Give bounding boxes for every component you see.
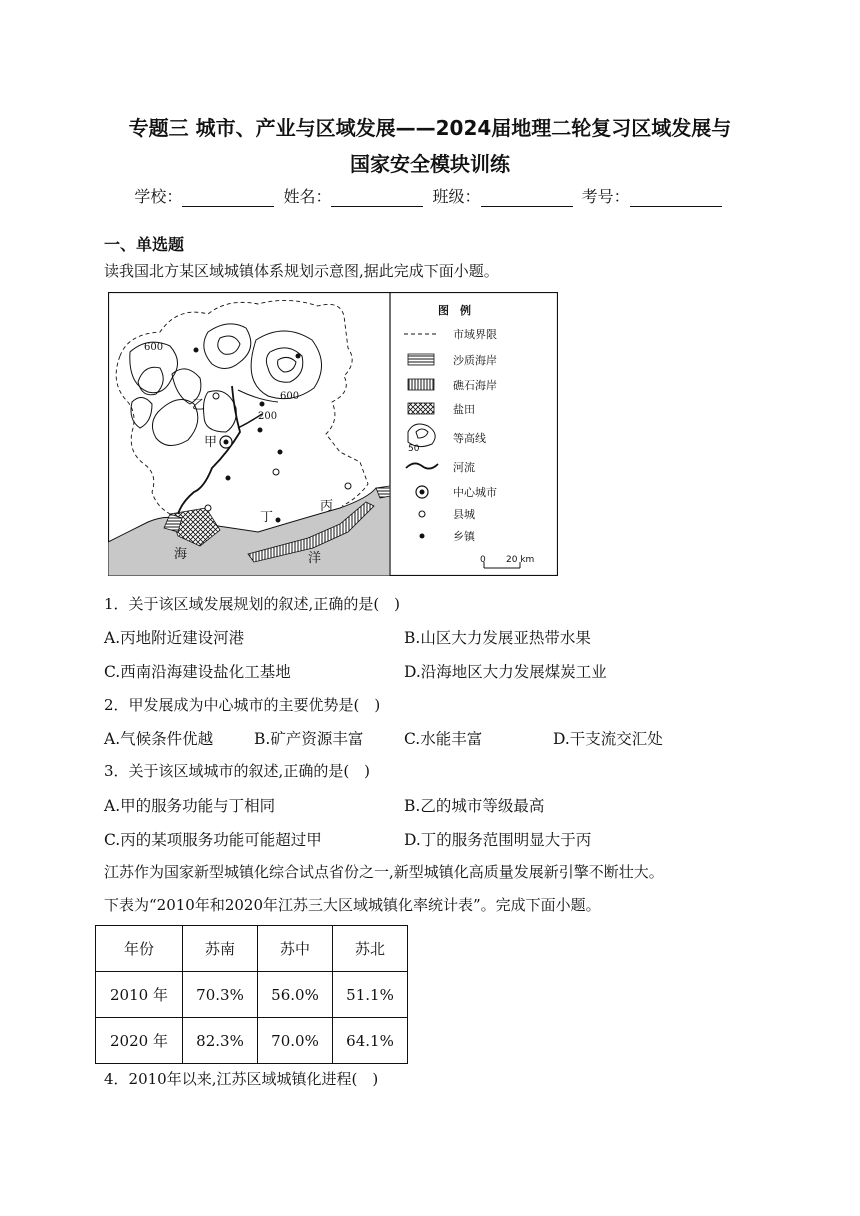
school-blank[interactable] (182, 190, 274, 207)
q3-option-a[interactable]: A.甲的服务功能与丁相同 (104, 797, 276, 815)
contour-label-600-east: 600 (280, 391, 300, 402)
table-cell: 64.1% (333, 1018, 408, 1064)
sea-label-2: 洋 (308, 551, 322, 566)
legend-contour: 等高线 (453, 432, 486, 445)
place-label-yi: 乙 (192, 398, 206, 413)
table-cell: 2020 年 (96, 1018, 183, 1064)
urbanization-rate-table (95, 925, 408, 1064)
student-info-row (0, 184, 860, 207)
contour-label-600-west: 600 (144, 342, 164, 353)
q2-option-c[interactable]: C.水能丰富 (404, 730, 483, 748)
q2-option-d[interactable]: D.干支流交汇处 (553, 730, 663, 748)
exam-number-label: 考号： (581, 187, 630, 206)
title-line-1: 专题三 城市、产业与区域发展——2024届地理二轮复习区域发展与 (128, 116, 732, 140)
question-2-stem: 2．甲发展成为中心城市的主要优势是( ) (104, 696, 381, 714)
table-cell: 2010 年 (96, 972, 183, 1018)
title-line-2: 国家安全模块训练 (350, 152, 510, 176)
name-label: 姓名： (283, 187, 332, 206)
intro-text-1: 读我国北方某区域城镇体系规划示意图,据此完成下面小题。 (104, 262, 499, 280)
legend-title: 图 例 (438, 304, 471, 317)
table-header-suzhong: 苏中 (258, 926, 333, 972)
q2-option-b[interactable]: B.矿产资源丰富 (254, 730, 364, 748)
class-blank[interactable] (481, 190, 573, 207)
legend-county-town: 县城 (453, 508, 475, 521)
q1-option-c[interactable]: C.西南沿海建设盐化工基地 (104, 663, 291, 681)
table-header-subei: 苏北 (333, 926, 408, 972)
question-4-stem: 4．2010年以来,江苏区域城镇化进程( ) (104, 1070, 379, 1088)
scale-zero: 0 (480, 555, 486, 565)
urban-system-map (108, 292, 558, 576)
table-cell: 70.3% (183, 972, 258, 1018)
table-cell: 70.0% (258, 1018, 333, 1064)
q1-option-d[interactable]: D.沿海地区大力发展煤炭工业 (404, 663, 607, 681)
place-label-bing: 丙 (320, 499, 334, 514)
q3-option-d[interactable]: D.丁的服务范围明显大于丙 (404, 831, 592, 849)
q1-option-b[interactable]: B.山区大力发展亚热带水果 (404, 629, 591, 647)
legend-river: 河流 (453, 461, 475, 474)
school-label: 学校： (134, 187, 183, 206)
place-label-jia: 甲 (204, 435, 218, 450)
table-header-year: 年份 (96, 926, 183, 972)
table-header-sunan: 苏南 (183, 926, 258, 972)
q2-option-a[interactable]: A.气候条件优越 (104, 730, 214, 748)
contour-label-200: 200 (258, 411, 278, 422)
scale-distance: 20 km (506, 555, 535, 565)
q1-option-a[interactable]: A.丙地附近建设河港 (104, 629, 245, 647)
q3-option-b[interactable]: B.乙的城市等级最高 (404, 797, 545, 815)
intro-text-2-line-2: 下表为“2010年和2020年江苏三大区域城镇化率统计表”。完成下面小题。 (104, 896, 601, 914)
name-blank[interactable] (331, 190, 423, 207)
section-heading: 一、单选题 (104, 235, 185, 254)
legend-township: 乡镇 (453, 530, 475, 543)
table-cell: 56.0% (258, 972, 333, 1018)
q3-option-c[interactable]: C.丙的某项服务功能可能超过甲 (104, 831, 322, 849)
question-1-stem: 1．关于该区域发展规划的叙述,正确的是( ) (104, 595, 401, 613)
legend-rocky-coast: 礁石海岸 (453, 379, 497, 392)
intro-text-2-line-1: 江苏作为国家新型城镇化综合试点省份之一,新型城镇化高质量发展新引擎不断壮大。 (104, 863, 664, 881)
sea-label-1: 海 (174, 547, 188, 562)
exam-number-blank[interactable] (630, 190, 722, 207)
table-cell: 51.1% (333, 972, 408, 1018)
question-3-stem: 3．关于该区域城市的叙述,正确的是( ) (104, 762, 371, 780)
legend-central-city: 中心城市 (453, 486, 497, 499)
legend-boundary: 市域界限 (453, 328, 497, 341)
class-label: 班级： (432, 187, 481, 206)
table-header-row (96, 926, 408, 972)
legend-salt-field: 盐田 (453, 403, 475, 416)
place-label-ding: 丁 (260, 510, 274, 525)
document-title (60, 110, 800, 182)
table-row (96, 1018, 408, 1064)
legend-sandy-coast: 沙质海岸 (453, 354, 497, 367)
table-row (96, 972, 408, 1018)
legend-contour-50: 50 (408, 444, 420, 454)
table-cell: 82.3% (183, 1018, 258, 1064)
